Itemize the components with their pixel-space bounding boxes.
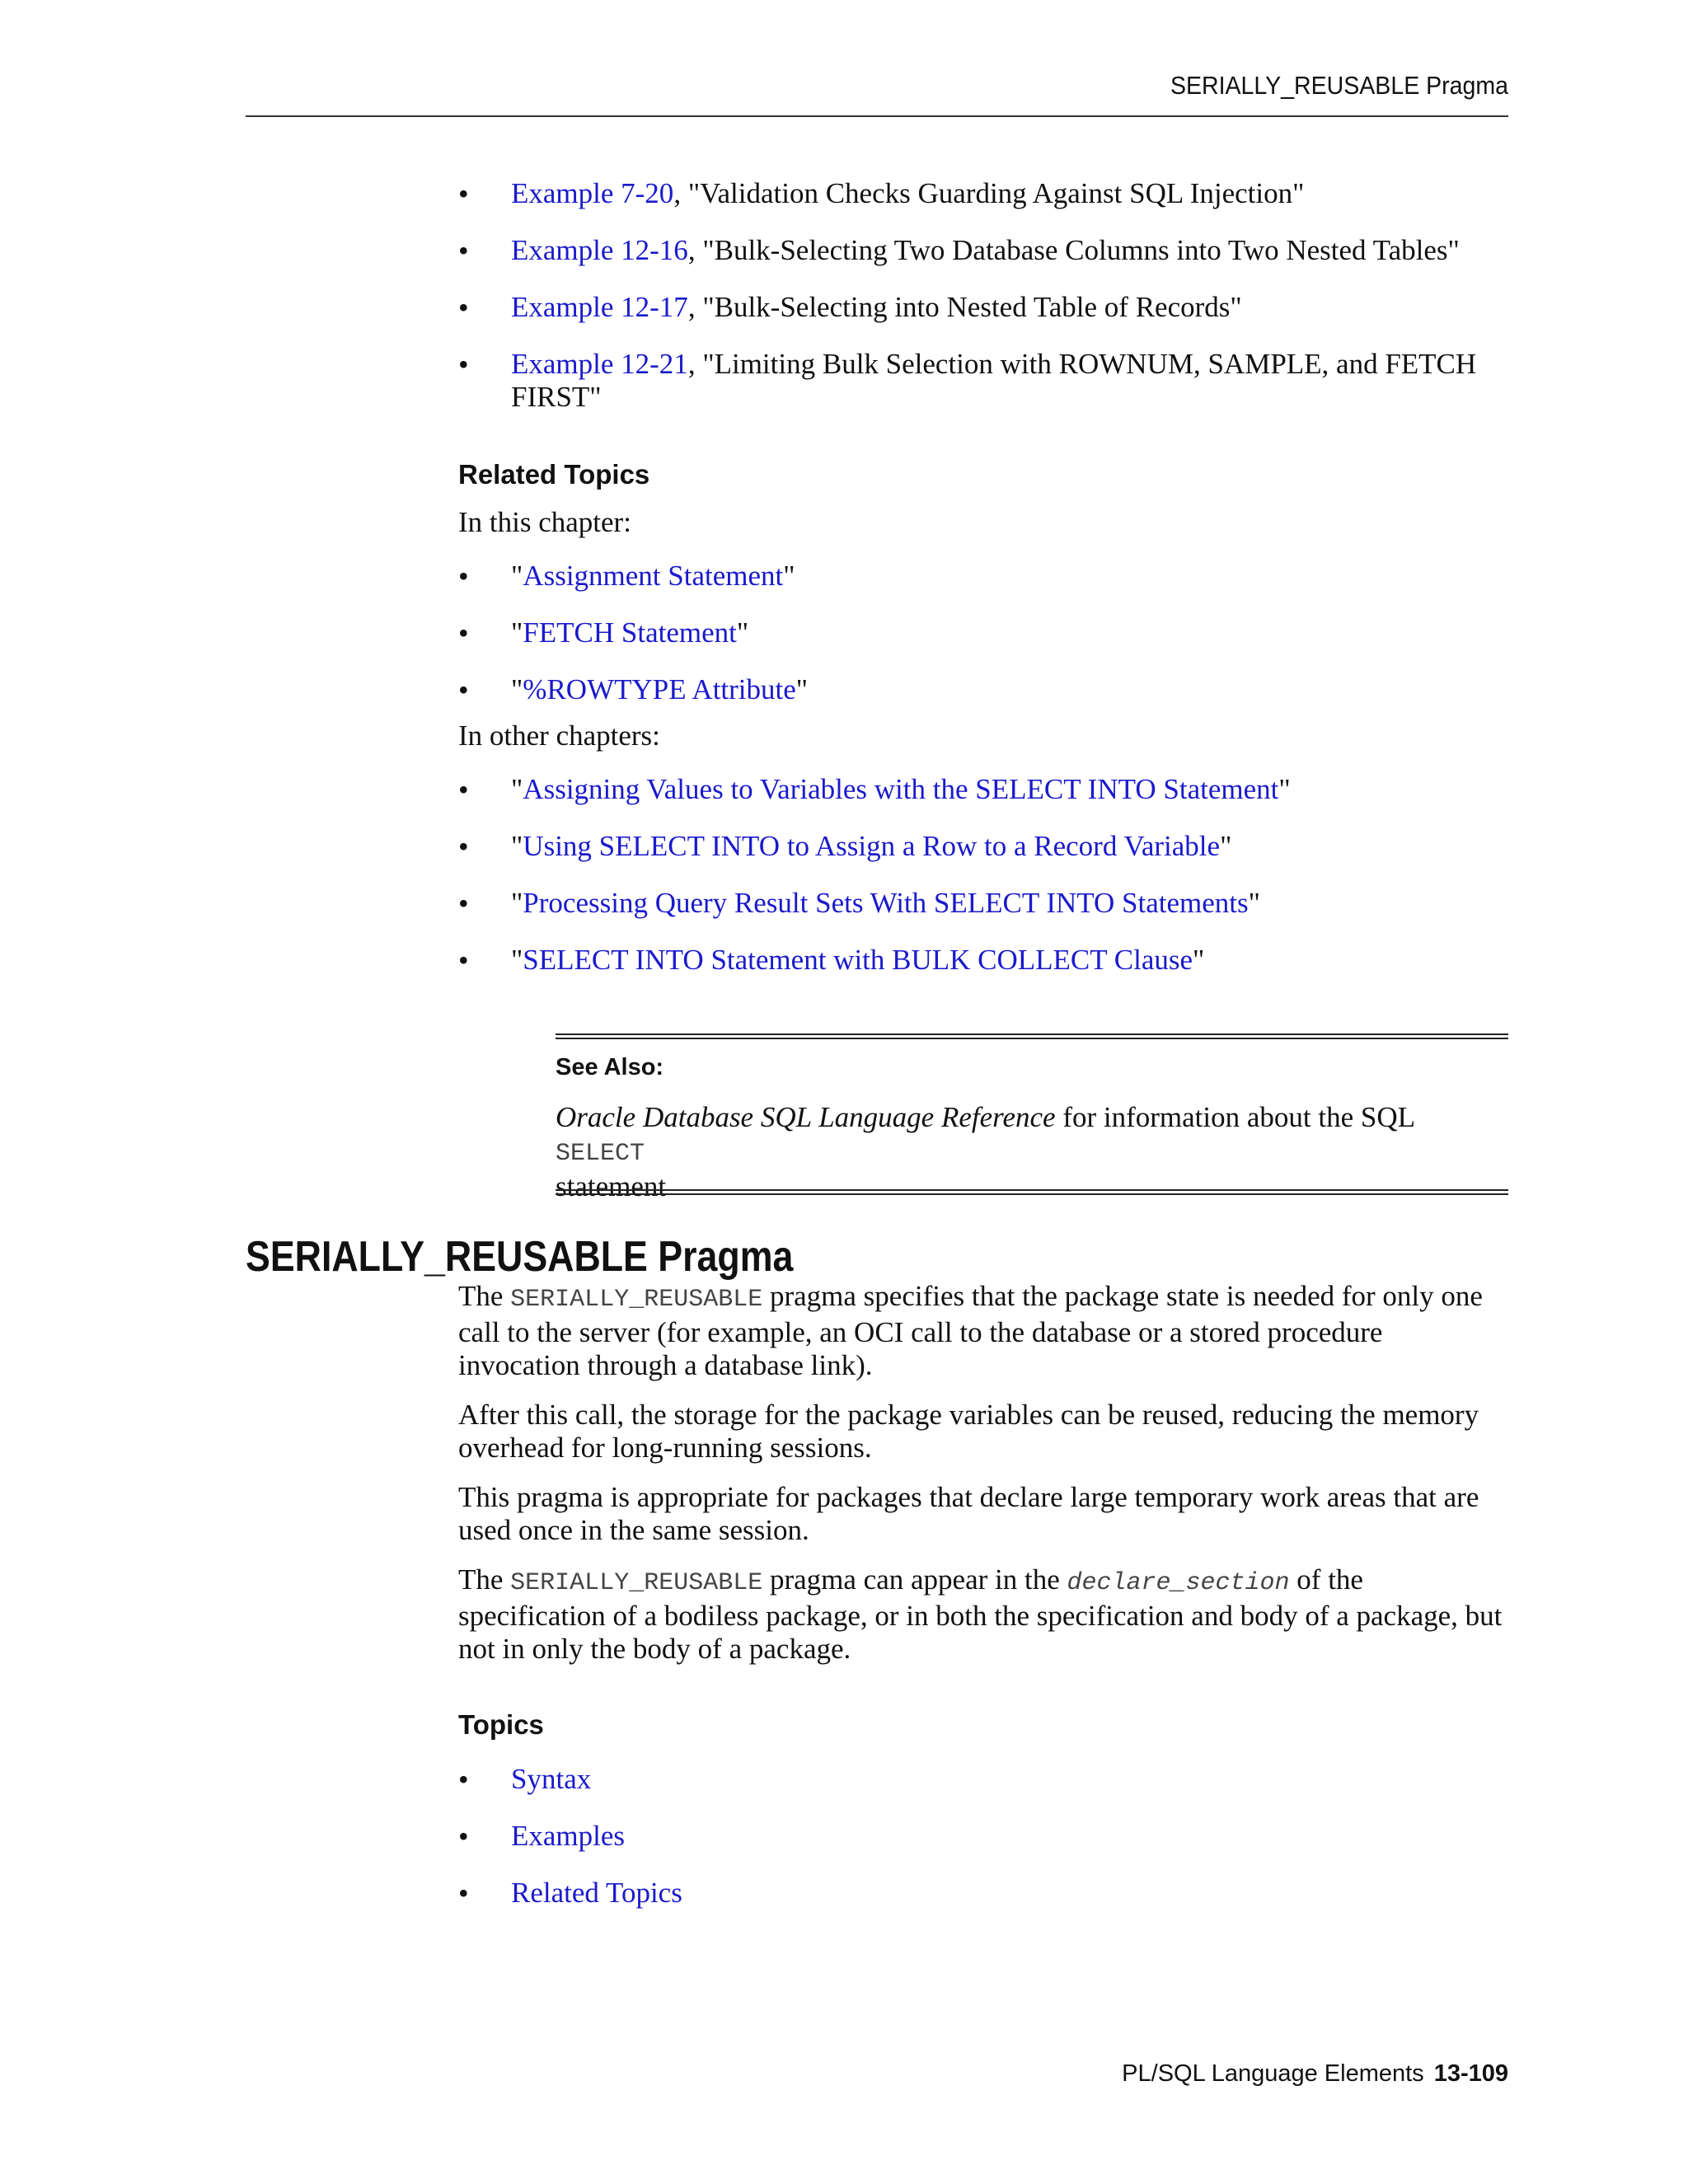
section-body [458, 1280, 1508, 1666]
topic-link[interactable]: Processing Query Result Sets With SELECT INTO Statements [523, 887, 1249, 919]
see-also-text: Oracle Database SQL Language Reference for information about the SQL SELECT statement [556, 1101, 1414, 1202]
list-item: • "Using SELECT INTO to Assign a Row to a Record Variable" [458, 830, 1508, 863]
topic-link[interactable]: Assigning Values to Variables with the SELECT INTO Statement [523, 773, 1279, 805]
topics-heading: Topics [458, 1709, 544, 1740]
list-item [458, 1877, 1508, 1910]
list-item: • "Assignment Statement" [458, 560, 1508, 593]
list-item: • "SELECT INTO Statement with BULK COLLECT Clause" [458, 944, 1508, 977]
paragraph: This pragma is appropriate for packages that declare large temporary work areas that are used once in the same session. [458, 1481, 1479, 1546]
code-select: SELECT [556, 1140, 645, 1168]
list-item: • Example 12-17, "Bulk-Selecting into Nested Table of Records" [458, 291, 1508, 324]
see-also-label: See Also: [556, 1054, 664, 1080]
code-declare-section: declare_section [1067, 1569, 1290, 1597]
topic-link[interactable]: Assignment Statement [523, 560, 784, 592]
example-link[interactable]: Example 12-16 [511, 234, 688, 266]
topic-link-examples[interactable]: Examples [511, 1820, 626, 1852]
list-item: • Example 7-20, "Validation Checks Guarding Against SQL Injection" [458, 177, 1508, 210]
topic-link[interactable]: Using SELECT INTO to Assign a Row to a Record Variable [523, 830, 1221, 862]
see-also-bottom-rule [556, 1189, 1508, 1195]
code-serially-reusable: SERIALLY_REUSABLE [510, 1569, 763, 1597]
page-footer [246, 2060, 1508, 2088]
this-chapter-intro: In this chapter: [458, 506, 631, 538]
paragraph: The SERIALLY_REUSABLE pragma specifies that the package state is needed for only one call to the server (for example, an OCI call to the database or a stored procedure invocation through a database link). [458, 1280, 1483, 1381]
see-also-note [556, 1033, 1508, 1202]
examples-list [458, 177, 1508, 414]
other-chapters-intro: In other chapters: [458, 719, 660, 752]
topic-link-related-topics[interactable]: Related Topics [511, 1877, 682, 1909]
examples-block [458, 177, 1508, 438]
example-link[interactable]: Example 12-17 [511, 291, 688, 323]
list-item: • "%ROWTYPE Attribute" [458, 673, 1508, 706]
list-item: • "Processing Query Result Sets With SELECT INTO Statements" [458, 887, 1508, 920]
paragraph: After this call, the storage for the package variables can be reused, reducing the memory overhead for long-running sessions. [458, 1399, 1479, 1464]
header-rule [246, 115, 1508, 117]
list-item: • "FETCH Statement" [458, 616, 1508, 649]
section-title: SERIALLY_REUSABLE Pragma [246, 1233, 794, 1281]
list-item: • "Assigning Values to Variables with the SELECT INTO Statement" [458, 773, 1508, 806]
see-also-top-rule [556, 1033, 1508, 1039]
page-number: 13-109 [1433, 2060, 1508, 2087]
this-chapter-list [458, 560, 1508, 706]
topic-link[interactable]: %ROWTYPE Attribute [523, 673, 796, 705]
paragraph: The SERIALLY_REUSABLE pragma can appear in the declare_section of the specification of a bodiless package, or in both the specification and body of a package, but not in only the body of a package. [458, 1563, 1503, 1665]
topic-link-syntax[interactable]: Syntax [511, 1763, 592, 1795]
topics-list [458, 1763, 1508, 1910]
list-item [458, 1763, 1508, 1796]
example-link[interactable]: Example 7-20 [511, 177, 674, 209]
running-header: SERIALLY_REUSABLE Pragma [1170, 71, 1508, 100]
footer-chapter: PL/SQL Language Elements [1122, 2060, 1424, 2087]
code-serially-reusable: SERIALLY_REUSABLE [510, 1286, 763, 1314]
list-item: • Example 12-21, "Limiting Bulk Selection with ROWNUM, SAMPLE, and FETCH FIRST" [458, 348, 1508, 414]
topics-block [458, 1708, 1508, 1933]
book-title: Oracle Database SQL Language Reference [556, 1101, 1056, 1133]
example-link[interactable]: Example 12-21 [511, 348, 688, 380]
topic-link[interactable]: SELECT INTO Statement with BULK COLLECT Clause [523, 944, 1193, 976]
related-topics-heading: Related Topics [458, 459, 650, 490]
list-item [458, 1820, 1508, 1853]
list-item: • Example 12-16, "Bulk-Selecting Two Database Columns into Two Nested Tables" [458, 234, 1508, 267]
related-topics-block [458, 458, 1508, 1001]
other-chapters-list [458, 773, 1508, 977]
topic-link[interactable]: FETCH Statement [523, 616, 737, 649]
